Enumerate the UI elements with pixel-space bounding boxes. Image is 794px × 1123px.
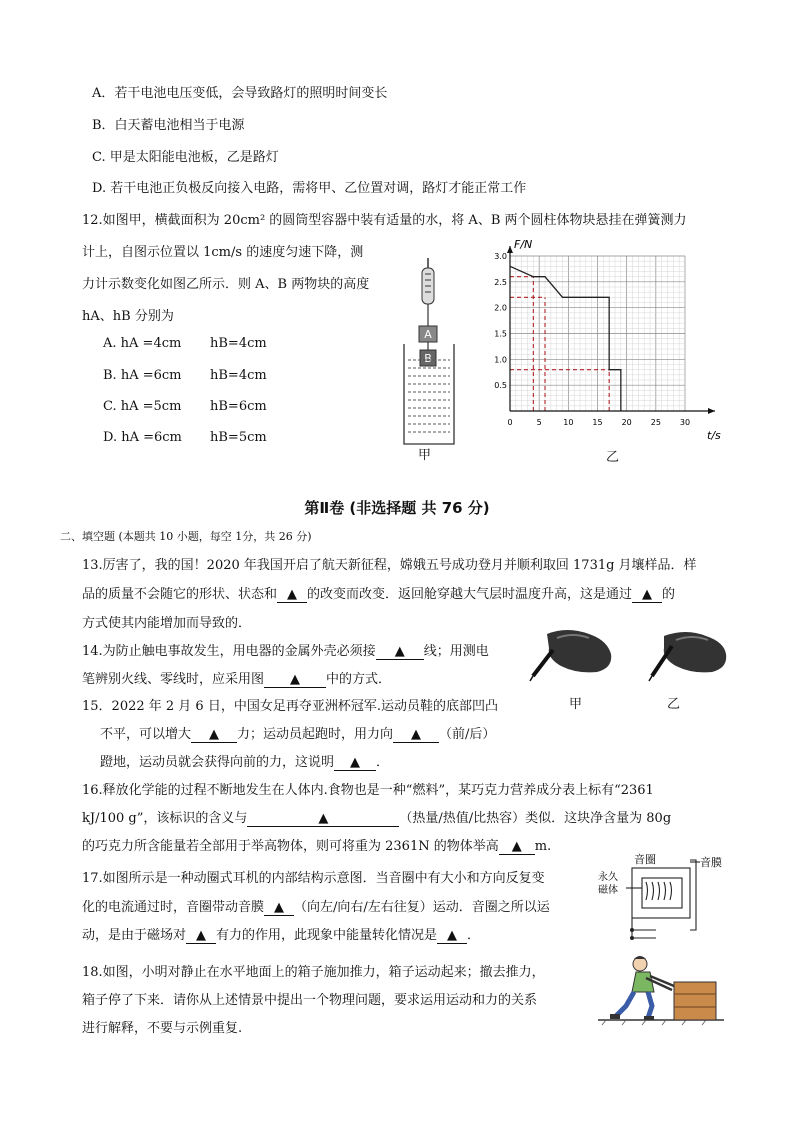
q17-blank-2[interactable]: ▲	[186, 928, 216, 944]
q13-blank-1[interactable]: ▲	[277, 587, 307, 603]
q17-line3: 动，是由于磁场对 ▲ 有力的作用，此现象中能量转化情况是 ▲ ．	[82, 928, 481, 943]
section-2-title: 第Ⅱ卷 (非选择题 共 76 分)	[304, 499, 490, 517]
q17-blank-3[interactable]: ▲	[437, 928, 467, 944]
y-tick-label: 2.0	[494, 303, 507, 313]
q18-line2: 箱子停了下来．请你从上述情景中提出一个物理问题，要求运用运动和力的关系	[82, 993, 538, 1008]
q14-blank-1[interactable]: ▲	[376, 644, 424, 660]
q12-option-a-hb: hB=4cm	[210, 336, 267, 351]
q11-option-c: C. 甲是太阳能电池板，乙是路灯	[92, 150, 279, 165]
hand-test-pen-yi-figure	[638, 624, 730, 684]
hand-test-pen-jia-figure	[527, 624, 617, 684]
q18-line3: 进行解释，不要与示例重复.	[82, 1021, 243, 1036]
y-tick-label: 1.5	[494, 329, 507, 339]
q13-line1: 13.厉害了，我的国！2020 年我国开启了航天新征程，嫦娥五号成功登月并顺利取回 1731g 月壤样品．样	[82, 558, 697, 573]
coil-label: 音圈	[634, 853, 656, 866]
q14-line2: 笔辨别火线、零线时，应采用图 ▲ 中的方式．	[82, 672, 392, 687]
q14-fig-yi-label: 乙	[667, 697, 681, 712]
q12-option-d-hb: hB=5cm	[210, 430, 267, 445]
block-b-label: B	[424, 352, 432, 365]
magnet-label-1: 永久	[598, 872, 618, 883]
x-axis-arrow	[708, 408, 715, 414]
force-time-chart	[478, 236, 728, 446]
q15-line1: 15．2022 年 2 月 6 日，中国女足再夺亚洲杯冠军.运动员鞋的底部凹凸	[82, 699, 498, 714]
q12-option-c: C. hA =5cm	[103, 399, 182, 414]
q12-stem-line2: 计上，自图示位置以 1cm/s 的速度匀速下降，测	[82, 245, 364, 260]
q12-stem-line4: hA、hB 分别为	[82, 309, 174, 324]
q11-option-b: B．白天蓄电池相当于电源	[92, 118, 245, 133]
q17-line1: 17.如图所示是一种动圈式耳机的内部结构示意图．当音圈中有大小和方向反复变	[82, 871, 545, 886]
q16-blank-1[interactable]: ▲	[247, 811, 399, 827]
q17-line2: 化的电流通过时，音圈带动音膜 ▲ （向左/向右/左右往复）运动．音圈之所以运	[82, 900, 550, 915]
magnet-label-2: 磁体	[598, 885, 618, 896]
x-tick-label: 0	[507, 418, 513, 427]
q17-blank-1[interactable]: ▲	[264, 900, 294, 916]
q16-line2: kJ/100 g”，该标识的含义与 ▲ （热量/热值/比热容）类似．这块净含量为 80g	[82, 811, 672, 826]
y-axis-arrow	[507, 246, 513, 253]
q16-blank-2[interactable]: ▲	[499, 839, 535, 855]
q16-line1: 16.释放化学能的过程不断地发生在人体内.食物也是一种“燃料”，某巧克力营养成分表上标有“2361	[82, 783, 654, 798]
push-box-figure	[596, 950, 726, 1026]
q12-option-b: B. hA =6cm	[103, 368, 182, 383]
q13-line3: 方式使其内能增加而导致的．	[82, 616, 252, 631]
q15-blank-2[interactable]: ▲	[393, 727, 439, 743]
x-tick-label: 10	[563, 418, 574, 427]
y-tick-label: 1.0	[494, 355, 507, 365]
q11-option-d: D. 若干电池正负极反向接入电路，需将甲、乙位置对调，路灯才能正常工作	[92, 181, 527, 196]
y-tick-label: 3.0	[494, 252, 507, 261]
x-axis-label: t/s	[707, 429, 721, 442]
q15-blank-3[interactable]: ▲	[334, 755, 376, 771]
q12-option-d: D. hA =6cm	[103, 430, 182, 445]
q14-fig-jia-label: 甲	[569, 697, 583, 712]
q14-line1: 14.为防止触电事故发生，用电器的金属外壳必须接 ▲ 线；用测电	[82, 644, 489, 659]
q13-blank-2[interactable]: ▲	[632, 587, 662, 603]
q18-line1: 18.如图，小明对静止在水平地面上的箱子施加推力，箱子运动起来；撤去推力，	[82, 965, 545, 980]
x-tick-label: 20	[621, 418, 632, 427]
figure-yi-label: 乙	[606, 450, 620, 465]
q13-line2: 品的质量不会随它的形状、状态和 ▲ 的改变而改变．返回舱穿越大气层时温度升高，这是通过 ▲ 的	[82, 587, 676, 602]
q16-line3: 的巧克力所含能量若全部用于举高物体，则可将重为 2361N 的物体举高 ▲ m.	[82, 839, 552, 854]
y-tick-label: 2.5	[494, 277, 507, 287]
q12-option-a: A. hA =4cm	[103, 336, 182, 351]
q14-blank-2[interactable]: ▲	[264, 672, 326, 688]
earphone-structure-figure	[596, 850, 726, 950]
x-tick-label: 30	[679, 418, 691, 427]
figure-jia-label: 甲	[418, 448, 432, 463]
y-tick-label: 0.5	[494, 381, 507, 391]
q15-blank-1[interactable]: ▲	[191, 727, 237, 743]
q15-line3: 蹬地，运动员就会获得向前的力，这说明 ▲ ．	[100, 755, 390, 770]
q15-line2: 不平，可以增大 ▲ 力；运动员起跑时，用力向 ▲ （前/后）	[100, 727, 496, 742]
block-a-label: A	[424, 328, 432, 341]
section-2-subtitle: 二、填空题 (本题共 10 小题，每空 1分，共 26 分)	[60, 530, 312, 543]
x-tick-label: 25	[650, 418, 661, 427]
q12-stem-line3: 力计示数变化如图乙所示．则 A、B 两物块的高度	[82, 277, 370, 292]
q11-option-a: A．若干电池电压变低，会导致路灯的照明时间变长	[92, 86, 388, 101]
q12-option-c-hb: hB=6cm	[210, 399, 267, 414]
q12-option-b-hb: hB=4cm	[210, 368, 267, 383]
x-tick-label: 5	[536, 418, 542, 427]
spring-scale-figure	[396, 256, 466, 456]
q12-stem-line1: 12.如图甲，横截面积为 20cm² 的圆筒型容器中装有适量的水，将 A、B 两个圆柱体物块悬挂在弹簧测力	[82, 213, 687, 228]
x-tick-label: 15	[592, 418, 603, 427]
membrane-label: 音膜	[700, 856, 722, 869]
y-axis-label: F/N	[514, 238, 533, 251]
